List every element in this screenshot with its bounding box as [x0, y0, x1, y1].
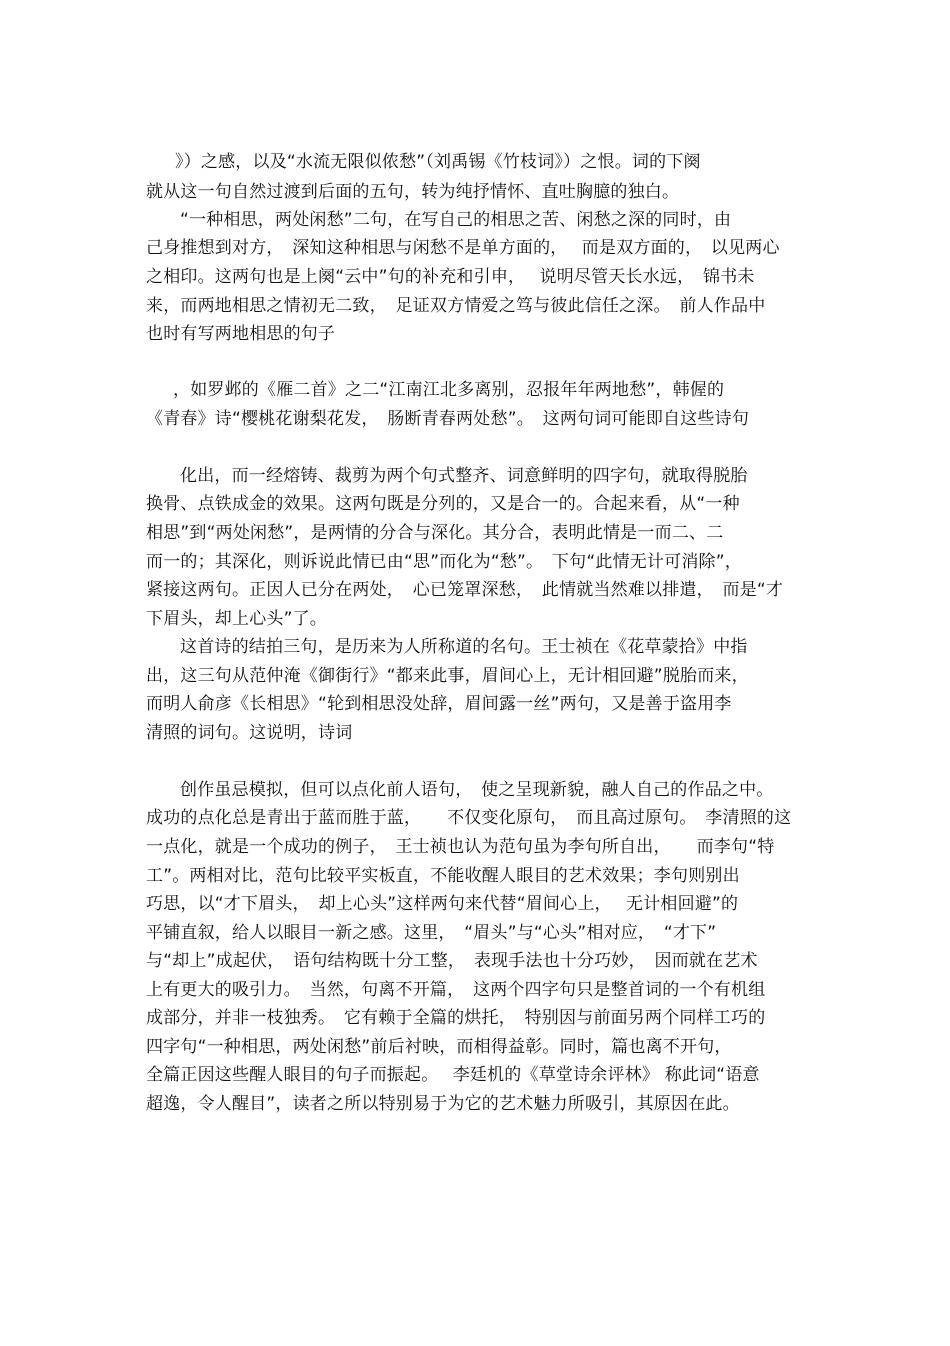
text-line: 创作虽忌模拟，但可以点化前人语句， 使之呈现新貌，融人自己的作品之中。	[180, 780, 774, 800]
text-line: 相思”到“两处闲愁”，是两情的分合与深化。其分合，表明此情是一而二、二	[146, 523, 724, 543]
text-line: 》）之感，以及“水流无限似侬愁”（刘禹锡《竹枝词》）之恨。词的下阕	[175, 152, 701, 172]
text-line: “一种相思，两处闲愁”二句，在写自己的相思之苦、闲愁之深的同时，由	[180, 210, 732, 230]
text-line: 也时有写两地相思的句子	[146, 324, 336, 344]
text-line: 上有更大的吸引力。 当然，句离不开篇， 这两个四字句只是整首词的一个有机组	[146, 980, 766, 1000]
text-line: 紧接这两句。正因人已分在两处， 心已笼罩深愁， 此情就当然难以排遣， 而是“才	[146, 580, 784, 600]
text-line: 之相印。这两句也是上阕“云中”句的补充和引申， 说明尽管天长水远， 锦书未	[146, 267, 755, 287]
text-line: ，如罗邺的《雁二首》之二“江南江北多离别，忍报年年两地愁”，韩偓的	[173, 380, 725, 400]
text-line: 四字句“一种相思，两处闲愁”前后衬映，而相得益彰。同时，篇也离不开句，	[146, 1037, 732, 1057]
text-line: 工”。两相对比，范句比较平实板直，不能收醒人眼目的艺术效果；李句则别出	[146, 866, 740, 886]
text-line: 己身推想到对方， 深知这种相思与闲愁不是单方面的， 而是双方面的， 以见两心	[146, 238, 780, 258]
text-line: 平铺直叙，给人以眼目一新之感。这里， “眉头”与“心头”相对应， “才下”	[146, 923, 717, 943]
text-line: 巧思，以“才下眉头， 却上心头”这样两句来代替“眉间心上， 无计相回避”的	[146, 894, 739, 914]
text-line: 而明人俞彦《长相思》“轮到相思没处辞，眉间露一丝”两句，又是善于盗用李	[146, 694, 732, 714]
text-line: 下眉头，却上心头”了。	[146, 609, 328, 629]
text-line: 超逸，令人醒目”，读者之所以特别易于为它的艺术魅力所吸引，其原因在此。	[146, 1094, 740, 1114]
text-line: 出，这三句从范仲淹《御街行》“都来此事，眉间心上，无计相回避”脱胎而来，	[146, 666, 749, 686]
text-line: 而一的；其深化，则诉说此情已由“思”而化为“愁”。 下句“此情无计可消除”，	[146, 552, 742, 572]
text-line: 这首诗的结拍三句，是历来为人所称道的名句。王士祯在《花草蒙拾》中指	[180, 637, 748, 657]
text-line: 成功的点化总是青出于蓝而胜于蓝， 不仅变化原句， 而且高过原句。 李清照的这	[146, 808, 792, 828]
text-line: 与“却上”成起伏， 语句结构既十分工整， 表现手法也十分巧妙， 因而就在艺术	[146, 951, 758, 971]
text-line: 全篇正因这些醒人眼目的句子而振起。 李廷机的《草堂诗余评林》 称此词“语意	[146, 1065, 760, 1085]
text-line: 成部分，并非一枝独秀。 它有赖于全篇的烘托， 特别因与前面另两个同样工巧的	[146, 1008, 766, 1028]
text-line: 就从这一句自然过渡到后面的五句，转为纯抒情怀、直吐胸臆的独白。	[146, 182, 680, 202]
text-line: 来，而两地相思之情初无二致， 足证双方情爱之笃与彼此信任之深。 前人作品中	[146, 296, 766, 316]
text-line: 清照的词句。这说明，诗词	[146, 723, 353, 743]
text-line: 化出，而一经熔铸、裁剪为两个句式整齐、词意鲜明的四字句，就取得脱胎	[180, 466, 748, 486]
text-line: 一点化，就是一个成功的例子， 王士祯也认为范句虽为李句所自出， 而李句“特	[146, 837, 775, 857]
text-line: 换骨、点铁成金的效果。这两句既是分列的，又是合一的。合起来看，从“一种	[146, 494, 740, 514]
text-line: 《青春》诗“樱桃花谢梨花发， 肠断青春两处愁”。 这两句词可能即自这些诗句	[146, 409, 750, 429]
